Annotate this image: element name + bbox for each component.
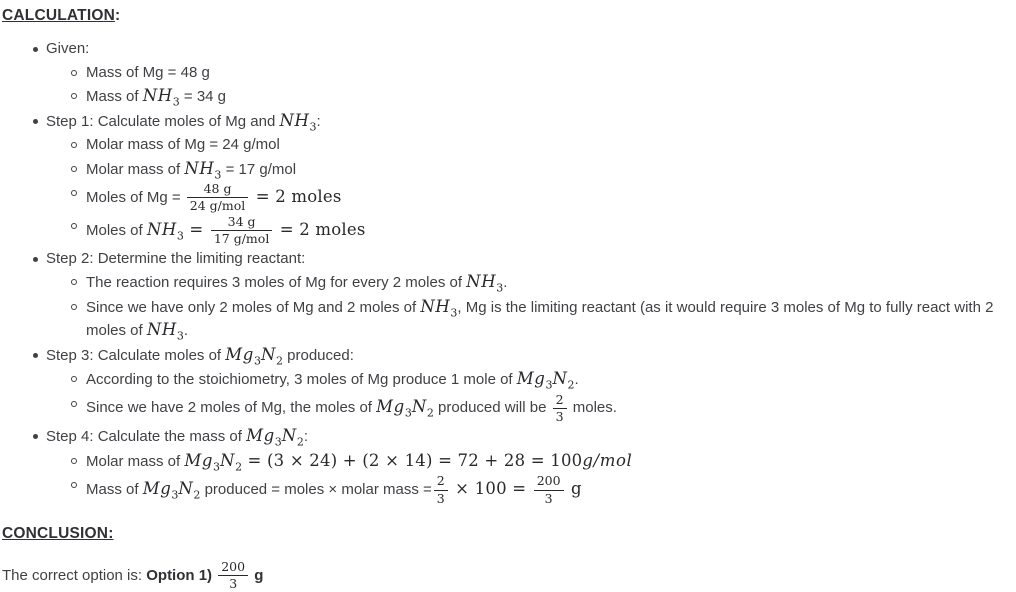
list-item bbox=[70, 62, 1006, 85]
item-line bbox=[86, 473, 582, 506]
conclusion-heading-text: CONCLUSION: bbox=[2, 525, 114, 542]
list-item bbox=[70, 368, 1006, 392]
bullet-list-level-2 bbox=[70, 368, 1006, 424]
list-item bbox=[32, 344, 1006, 425]
item-line bbox=[86, 272, 508, 295]
math-run: $NH_3$ bbox=[142, 86, 180, 109]
math-run: $NH_3$ bbox=[466, 272, 504, 295]
text-run: Since we have 2 moles of Mg, the moles of bbox=[86, 399, 377, 417]
math-run: $Mg_3N_2$ bbox=[246, 426, 304, 449]
list-item bbox=[32, 425, 1006, 506]
text-run: = 34 g bbox=[179, 88, 227, 105]
math-run: g bbox=[571, 479, 582, 499]
fraction bbox=[187, 182, 248, 214]
math-run: g/mol bbox=[582, 450, 633, 470]
text-run: Mass of bbox=[86, 481, 143, 499]
text-run: The correct option is: bbox=[2, 566, 147, 584]
text-run: Step 1: Calculate moles of Mg and bbox=[46, 112, 280, 130]
text-run: Step 2: Determine the limiting reactant: bbox=[46, 249, 306, 267]
text-run: . bbox=[574, 371, 579, 388]
item-line bbox=[86, 136, 280, 153]
calculation-list-container bbox=[2, 38, 1006, 506]
bullet-list-level-2 bbox=[70, 62, 1006, 109]
text-run: . bbox=[503, 274, 508, 291]
math-run: $Mg_3N_2$ bbox=[184, 450, 243, 474]
item-line bbox=[46, 110, 321, 133]
conclusion-heading bbox=[2, 525, 1006, 543]
fraction-numerator: 200 bbox=[534, 474, 564, 490]
item-line bbox=[46, 250, 305, 267]
fraction bbox=[553, 393, 567, 425]
list-item bbox=[70, 134, 1006, 157]
text-run: Moles of bbox=[86, 221, 147, 239]
math-run: = 2 moles bbox=[279, 219, 366, 239]
item-line bbox=[46, 426, 308, 449]
calculation-heading bbox=[2, 7, 1006, 25]
text-run: Molar mass of bbox=[86, 160, 185, 178]
text-run: produced will be bbox=[433, 399, 551, 417]
item-line bbox=[86, 391, 617, 424]
math-run: $Mg_3N_2$ bbox=[142, 479, 201, 502]
fraction bbox=[434, 474, 448, 506]
item-line bbox=[86, 369, 579, 392]
math-run: $Mg_3N_2$ bbox=[225, 344, 283, 367]
list-item bbox=[32, 110, 1006, 247]
item-line bbox=[86, 213, 366, 247]
item-line bbox=[86, 158, 297, 181]
item-line bbox=[86, 181, 342, 214]
list-item bbox=[70, 271, 1006, 295]
fraction-numerator: 34 g bbox=[211, 215, 272, 231]
text-run: Given: bbox=[46, 40, 90, 57]
item-line bbox=[86, 450, 633, 474]
math-run: $NH_3$ bbox=[146, 219, 184, 242]
item-line bbox=[46, 344, 354, 367]
text-run: Mass of Mg = 48 g bbox=[86, 63, 210, 81]
math-run: $Mg_3N_2$ bbox=[376, 397, 434, 420]
math-run: = 2 moles bbox=[255, 186, 342, 206]
text-run: produced = moles × molar mass = bbox=[200, 481, 432, 499]
text-run: Molar mass of Mg = 24 g/mol bbox=[86, 136, 280, 153]
text-run: . bbox=[183, 322, 189, 339]
conclusion-line bbox=[2, 560, 1006, 592]
fraction-denominator: 17 g/mol bbox=[213, 231, 270, 247]
bullet-list-level-1 bbox=[32, 38, 1006, 506]
list-item bbox=[70, 450, 1006, 474]
list-item bbox=[70, 474, 1006, 506]
list-item bbox=[70, 296, 1006, 343]
text-run: Step 3: Calculate moles of bbox=[46, 346, 226, 364]
item-line bbox=[86, 296, 994, 343]
bold-text-run: Option 1) bbox=[146, 566, 217, 584]
fraction bbox=[211, 215, 272, 247]
list-item bbox=[70, 393, 1006, 425]
fraction-denominator: 3 bbox=[555, 408, 564, 424]
bullet-list-level-2 bbox=[70, 450, 1006, 506]
bold-text-run: g bbox=[250, 566, 264, 584]
text-run: : bbox=[316, 112, 321, 130]
list-item bbox=[32, 248, 1006, 343]
text-run: The reaction requires 3 moles of Mg for every 2 moles of bbox=[86, 274, 467, 291]
fraction-numerator: 200 bbox=[218, 560, 248, 576]
fraction-numerator: 2 bbox=[553, 393, 567, 409]
item-line bbox=[86, 64, 210, 81]
text-run: According to the stoichiometry, 3 moles of Mg produce 1 mole of bbox=[86, 371, 517, 388]
fraction-denominator: 3 bbox=[544, 490, 553, 506]
fraction bbox=[218, 560, 248, 592]
list-item bbox=[32, 38, 1006, 109]
list-item bbox=[70, 85, 1006, 109]
bullet-list-level-2 bbox=[70, 134, 1006, 247]
calculation-heading-text: CALCULATION bbox=[2, 7, 115, 24]
text-run: Moles of Mg = bbox=[86, 188, 185, 206]
fraction-numerator: 48 g bbox=[187, 182, 248, 198]
text-run: Molar mass of bbox=[86, 452, 185, 470]
calculation-heading-colon: : bbox=[114, 7, 121, 24]
text-run: Since we have only 2 moles of Mg and 2 moles of bbox=[86, 298, 421, 316]
item-line bbox=[46, 40, 89, 57]
text-run: , Mg is the limiting reactant (as it would require 3 moles of Mg to fully react with 2 moles of bbox=[86, 298, 994, 339]
text-run: Mass of bbox=[86, 88, 143, 105]
list-item bbox=[70, 182, 1006, 214]
math-run: × 100 = bbox=[455, 479, 527, 499]
item-line bbox=[86, 86, 227, 109]
fraction-denominator: 3 bbox=[229, 576, 238, 592]
text-run: produced: bbox=[282, 346, 354, 364]
fraction-numerator: 2 bbox=[434, 474, 448, 490]
math-run: $Mg_3N_2$ bbox=[516, 369, 575, 392]
bullet-list-level-2 bbox=[70, 271, 1006, 343]
text-run: Step 4: Calculate the mass of bbox=[46, 428, 247, 446]
text-run: moles. bbox=[568, 399, 617, 417]
list-item bbox=[70, 215, 1006, 247]
fraction-denominator: 3 bbox=[436, 490, 445, 506]
list-item bbox=[70, 158, 1006, 182]
math-run: $NH_3$ bbox=[279, 110, 317, 133]
math-run: $NH_3$ bbox=[184, 158, 222, 181]
math-run: = bbox=[189, 219, 204, 239]
fraction-denominator: 24 g/mol bbox=[189, 198, 246, 214]
math-run: = (3 × 24) + (2 × 14) = 72 + 28 = 100 bbox=[247, 450, 583, 470]
math-run: $NH_3$ bbox=[420, 296, 458, 319]
text-run: = 17 g/mol bbox=[221, 160, 297, 178]
fraction bbox=[534, 474, 564, 506]
text-run: : bbox=[303, 428, 308, 446]
math-run: $NH_3$ bbox=[146, 320, 184, 343]
